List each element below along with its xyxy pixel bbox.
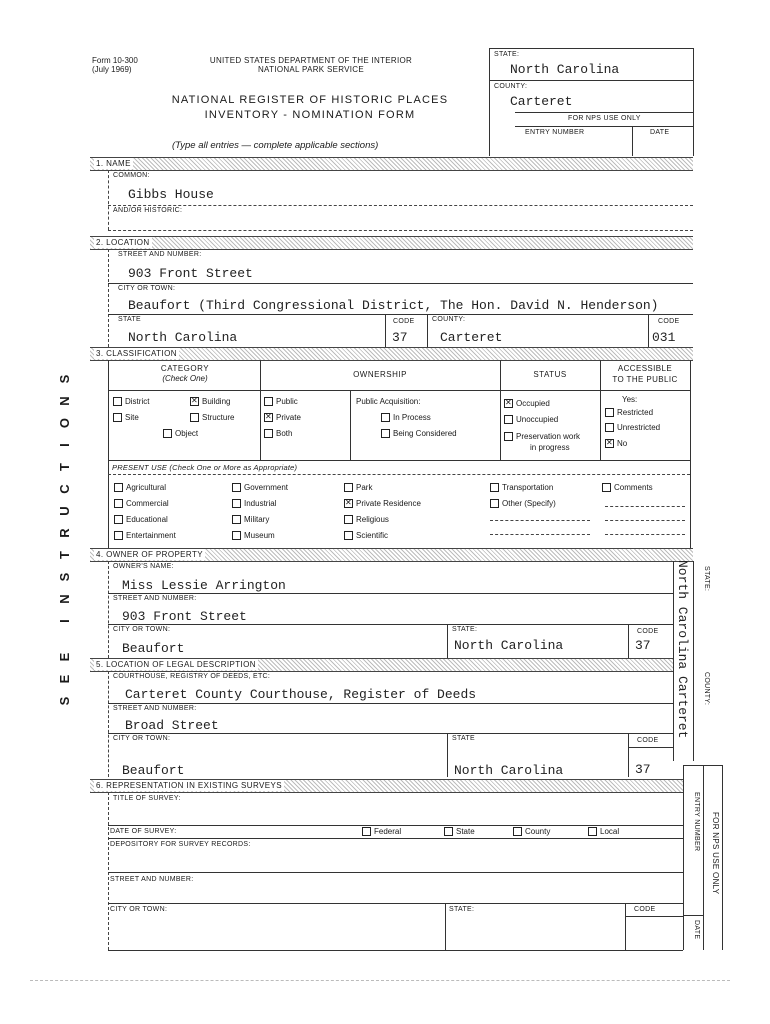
loc-state-code[interactable]: 37 (392, 330, 408, 345)
no-label: No (617, 439, 628, 448)
side-instruction-letter: O (57, 417, 72, 429)
public-checkbox[interactable] (264, 397, 273, 406)
commercial-checkbox[interactable] (114, 499, 123, 508)
side-nps-use-label: FOR NPS USE ONLY (711, 812, 720, 895)
side-instruction-letter: N (57, 594, 72, 604)
in-process-checkbox[interactable] (381, 413, 390, 422)
status-preservation[interactable] (504, 431, 580, 453)
instructions-text: (Type all entries — complete applicable sections) (172, 140, 379, 151)
side-instruction-letter: N (57, 396, 72, 406)
side-instruction-letter: E (57, 652, 72, 662)
side-instruction-letter (57, 631, 71, 647)
use-museum[interactable] (232, 531, 275, 540)
legal-side-county-value[interactable]: Carteret (675, 676, 690, 739)
accessible-no[interactable] (605, 439, 627, 448)
being-considered-label: Being Considered (393, 429, 457, 438)
being-considered-checkbox[interactable] (381, 429, 390, 438)
side-instruction-letter: I (57, 619, 72, 623)
owner-name-label: OWNER'S NAME: (113, 563, 174, 570)
ownership-header: OWNERSHIP (353, 370, 407, 379)
category-header (110, 364, 260, 384)
comments-checkbox[interactable] (602, 483, 611, 492)
religious-checkbox[interactable] (344, 515, 353, 524)
section-legal-label: 5. LOCATION OF LEGAL DESCRIPTION (96, 660, 256, 669)
loc-county-label: COUNTY: (432, 316, 466, 323)
side-instruction-letter: S (57, 696, 72, 706)
category-sub-text: (Check One) (162, 374, 208, 383)
owner-city-label: CITY OR TOWN: (113, 626, 171, 633)
side-instruction-letter: S (57, 572, 72, 582)
agency-line-2: NATIONAL PARK SERVICE (257, 65, 365, 74)
federal-label: Federal (374, 827, 402, 836)
district-label: District (125, 397, 150, 406)
occupied-checkbox[interactable] (504, 399, 513, 408)
top-state-label: STATE: (494, 51, 520, 58)
category-district[interactable] (113, 397, 149, 406)
street-value[interactable]: 903 Front Street (128, 266, 253, 281)
restricted-label: Restricted (617, 408, 654, 417)
preservation-label-2: in progress (530, 443, 570, 452)
park-label: Park (356, 483, 373, 492)
side-instructions (56, 368, 72, 712)
side-instruction-letter: U (57, 506, 72, 516)
private-checkbox[interactable] (264, 413, 273, 422)
scientific-checkbox[interactable] (344, 531, 353, 540)
structure-label: Structure (202, 413, 235, 422)
educational-checkbox[interactable] (114, 515, 123, 524)
use-religious[interactable] (344, 515, 389, 524)
present-use-label: PRESENT USE (Check One or More as Appropriate) (112, 463, 298, 472)
legal-code-label: CODE (637, 737, 659, 744)
form-title-line-1: NATIONAL REGISTER OF HISTORIC PLACES (171, 94, 449, 106)
military-checkbox[interactable] (232, 515, 241, 524)
private-residence-label: Private Residence (356, 499, 421, 508)
site-label: Site (125, 413, 139, 422)
in-process-label: In Process (393, 413, 431, 422)
survey-county[interactable] (513, 827, 550, 836)
owner-city-value[interactable]: Beaufort (122, 641, 185, 656)
section-surveys-band (90, 779, 683, 793)
entertainment-label: Entertainment (126, 531, 176, 540)
owner-name-value[interactable]: Miss Lessie Arrington (122, 578, 286, 593)
owner-code-value[interactable]: 37 (635, 638, 651, 653)
status-unoccupied[interactable] (504, 415, 558, 424)
unoccupied-label: Unoccupied (516, 415, 559, 424)
accessible-header (600, 363, 690, 385)
common-name-label: COMMON: (113, 172, 150, 179)
both-label: Both (276, 429, 293, 438)
survey-title-label: TITLE OF SURVEY: (113, 795, 181, 802)
section-classification-label: 3. CLASSIFICATION (96, 349, 177, 358)
use-entertainment[interactable] (114, 531, 176, 540)
status-occupied[interactable] (504, 399, 550, 408)
category-object[interactable] (163, 429, 198, 438)
park-checkbox[interactable] (344, 483, 353, 492)
accessible-header-1: ACCESSIBLE (617, 364, 673, 373)
form-date-text: (July 1969) (92, 65, 132, 74)
occupied-label: Occupied (516, 399, 550, 408)
side-instruction-letter: T (57, 551, 72, 559)
section-name-band (90, 157, 693, 171)
use-transportation[interactable] (490, 483, 553, 492)
courthouse-label: COURTHOUSE, REGISTRY OF DEEDS, ETC: (113, 673, 271, 680)
side-instruction-letter: C (57, 484, 72, 494)
loc-county-code-label: CODE (658, 318, 680, 325)
nps-use-label: FOR NPS USE ONLY (568, 115, 641, 122)
unrestricted-checkbox[interactable] (605, 423, 614, 432)
date-label: DATE (650, 129, 670, 136)
entry-number-label: ENTRY NUMBER (525, 129, 585, 136)
side-instruction-letter: E (57, 674, 72, 684)
owner-street-value[interactable]: 903 Front Street (122, 609, 247, 624)
accessible-restricted[interactable] (605, 408, 653, 417)
legal-street-label: STREET AND NUMBER: (113, 705, 197, 712)
side-instruction-letter: T (57, 463, 72, 471)
accessible-yes-label: Yes: (622, 395, 638, 404)
ownership-both[interactable] (264, 429, 292, 438)
survey-federal[interactable] (362, 827, 401, 836)
top-county-label: COUNTY: (494, 83, 528, 90)
restricted-checkbox[interactable] (605, 408, 614, 417)
courthouse-value[interactable]: Carteret County Courthouse, Register of Deeds (125, 687, 477, 702)
entertainment-checkbox[interactable] (114, 531, 123, 540)
preservation-checkbox[interactable] (504, 432, 513, 441)
category-header-text: CATEGORY (160, 364, 210, 373)
district-checkbox[interactable] (113, 397, 122, 406)
object-checkbox[interactable] (163, 429, 172, 438)
accessible-header-2: TO THE PUBLIC (612, 375, 678, 384)
building-checkbox[interactable] (190, 397, 199, 406)
category-structure[interactable] (190, 413, 234, 422)
legal-city-value[interactable]: Beaufort (122, 763, 185, 778)
loc-state-value[interactable]: North Carolina (128, 330, 238, 345)
survey-local[interactable] (588, 827, 619, 836)
ownership-private[interactable] (264, 413, 301, 422)
owner-state-label: STATE: (452, 626, 478, 633)
use-comments[interactable] (602, 483, 653, 492)
use-educational[interactable] (114, 515, 168, 524)
industrial-label: Industrial (244, 499, 277, 508)
owner-street-label: STREET AND NUMBER: (113, 595, 197, 602)
unoccupied-checkbox[interactable] (504, 415, 513, 424)
category-building[interactable] (190, 397, 230, 406)
side-instruction-letter: I (57, 443, 72, 447)
private-label: Private (276, 413, 301, 422)
structure-checkbox[interactable] (190, 413, 199, 422)
use-park[interactable] (344, 483, 372, 492)
use-commercial[interactable] (114, 499, 169, 508)
category-site[interactable] (113, 413, 139, 422)
loc-county-value[interactable]: Carteret (440, 330, 503, 345)
survey-state[interactable] (444, 827, 475, 836)
status-header: STATUS (533, 370, 567, 379)
section-location-label: 2. LOCATION (96, 238, 150, 247)
legal-state-label: STATE (452, 735, 476, 742)
military-label: Military (244, 515, 270, 524)
section-owner-band (90, 548, 693, 562)
owner-code-label: CODE (637, 628, 659, 635)
local-label: Local (600, 827, 620, 836)
legal-side-county-label: COUNTY: (703, 672, 710, 706)
building-label: Building (202, 397, 231, 406)
side-date-label: DATE (693, 920, 700, 940)
acq-being-considered[interactable] (381, 429, 457, 438)
preservation-label-1: Preservation work (516, 432, 581, 441)
section-owner-label: 4. OWNER OF PROPERTY (96, 550, 203, 559)
educational-label: Educational (126, 515, 168, 524)
city-label: CITY OR TOWN: (118, 285, 176, 292)
object-label: Object (175, 429, 199, 438)
use-government[interactable] (232, 483, 288, 492)
survey-code-label: CODE (634, 906, 656, 913)
section-location-band (90, 236, 693, 250)
government-label: Government (244, 483, 289, 492)
state-checkbox[interactable] (444, 827, 453, 836)
industrial-checkbox[interactable] (232, 499, 241, 508)
agricultural-label: Agricultural (126, 483, 167, 492)
form-title (150, 93, 470, 123)
comments-label: Comments (614, 483, 653, 492)
owner-side-state-label: STATE: (703, 566, 710, 592)
private-residence-checkbox[interactable] (344, 499, 353, 508)
form-title-line-2: INVENTORY - NOMINATION FORM (204, 109, 416, 121)
agency-line-1: UNITED STATES DEPARTMENT OF THE INTERIOR (209, 56, 413, 65)
public-label: Public (276, 397, 298, 406)
top-state-value[interactable]: North Carolina (510, 62, 620, 77)
no-checkbox[interactable] (605, 439, 614, 448)
survey-city-label: CITY OR TOWN: (110, 906, 168, 913)
form-number-text: Form 10-300 (92, 56, 138, 65)
section-surveys-label: 6. REPRESENTATION IN EXISTING SURVEYS (96, 781, 282, 790)
loc-county-code[interactable]: 031 (652, 330, 676, 345)
unrestricted-label: Unrestricted (617, 423, 661, 432)
survey-date-label: DATE OF SURVEY: (110, 828, 177, 835)
accessible-unrestricted[interactable] (605, 423, 660, 432)
top-county-value[interactable]: Carteret (510, 94, 573, 109)
loc-state-label: STATE (118, 316, 142, 323)
other-checkbox[interactable] (490, 499, 499, 508)
site-checkbox[interactable] (113, 413, 122, 422)
transportation-checkbox[interactable] (490, 483, 499, 492)
commercial-label: Commercial (126, 499, 169, 508)
form-number (92, 56, 138, 74)
side-instruction-letter: S (57, 374, 72, 384)
legal-code-value[interactable]: 37 (635, 762, 651, 777)
use-agricultural[interactable] (114, 483, 166, 492)
agency-header (186, 56, 436, 74)
legal-state-value[interactable]: North Carolina (454, 763, 564, 778)
section-classification-band (90, 347, 693, 361)
loc-code-label: CODE (393, 318, 415, 325)
scientific-label: Scientific (356, 531, 389, 540)
acq-in-process[interactable] (381, 413, 431, 422)
side-entry-number-label: ENTRY NUMBER (693, 792, 700, 852)
transportation-label: Transportation (502, 483, 554, 492)
use-other[interactable] (490, 499, 556, 508)
survey-state-label: STATE: (449, 906, 475, 913)
use-scientific[interactable] (344, 531, 388, 540)
state-label: State (456, 827, 475, 836)
religious-label: Religious (356, 515, 389, 524)
federal-checkbox[interactable] (362, 827, 371, 836)
county-checkbox[interactable] (513, 827, 522, 836)
street-label: STREET AND NUMBER: (118, 251, 202, 258)
side-instruction-letter: R (57, 528, 72, 538)
other-label: Other (Specify) (502, 499, 556, 508)
legal-city-label: CITY OR TOWN: (113, 735, 171, 742)
section-legal-band (90, 658, 673, 672)
ownership-public[interactable] (264, 397, 298, 406)
legal-street-value[interactable]: Broad Street (125, 718, 219, 733)
historic-name-label: AND/OR HISTORIC: (113, 207, 183, 214)
common-name-value[interactable]: Gibbs House (128, 187, 214, 202)
owner-side-state-value[interactable]: North Carolina (675, 560, 690, 670)
both-checkbox[interactable] (264, 429, 273, 438)
scan-edge-line (30, 980, 730, 981)
side-instructions-letters (56, 368, 72, 712)
survey-street-label: STREET AND NUMBER: (110, 876, 194, 883)
museum-checkbox[interactable] (232, 531, 241, 540)
public-acquisition-label: Public Acquisition: (356, 397, 421, 406)
top-right-border (489, 48, 490, 156)
museum-label: Museum (244, 531, 275, 540)
city-value[interactable]: Beaufort (Third Congressional District, The Hon. David N. Henderson) (128, 298, 659, 313)
government-checkbox[interactable] (232, 483, 241, 492)
use-military[interactable] (232, 515, 269, 524)
section-name-label: 1. NAME (96, 159, 131, 168)
use-private-residence[interactable] (344, 499, 421, 508)
agricultural-checkbox[interactable] (114, 483, 123, 492)
depository-label: DEPOSITORY FOR SURVEY RECORDS: (110, 841, 251, 848)
use-industrial[interactable] (232, 499, 276, 508)
county-label: County (525, 827, 551, 836)
local-checkbox[interactable] (588, 827, 597, 836)
owner-state-value[interactable]: North Carolina (454, 638, 564, 653)
